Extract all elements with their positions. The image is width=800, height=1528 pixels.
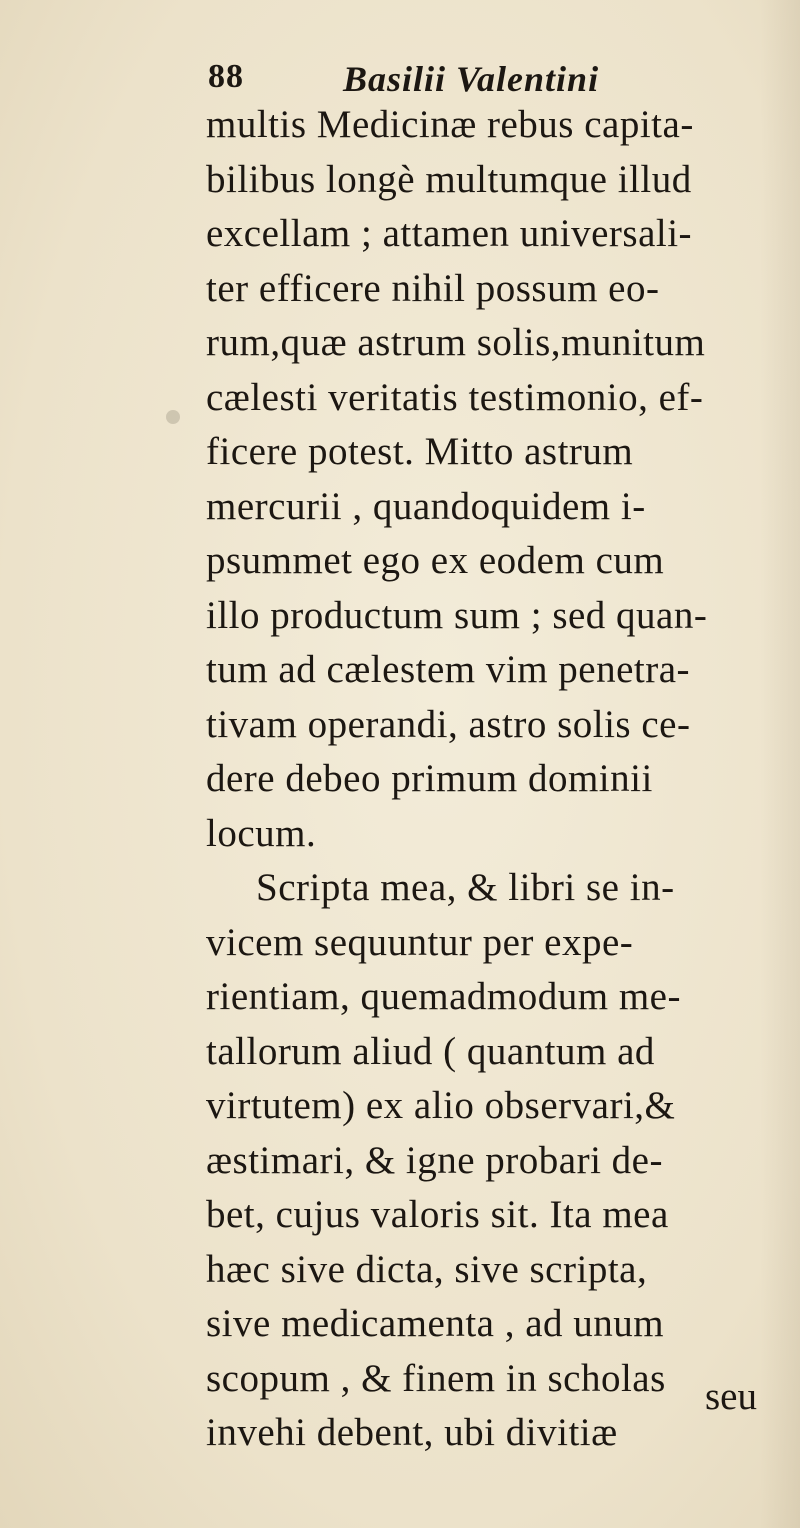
text-line: invehi debent, ubi divitiæ [206,1411,618,1454]
text-line: rum,quæ astrum solis,munitum [206,321,706,364]
text-line: psummet ego ex eodem cum [206,539,665,582]
text-line: cælesti veritatis testimonio, ef- [206,375,704,419]
text-line: tivam operandi, astro solis ce- [206,702,691,746]
text-line: æstimari, & igne probari de- [206,1138,663,1182]
paper-stain [166,410,180,424]
body-text [206,98,776,1461]
text-line: tallorum aliud ( quantum ad [206,1029,655,1073]
text-line: bet, cujus valoris sit. Ita mea [206,1193,669,1236]
text-line: bilibus longè multumque illud [206,157,692,201]
text-line: ter efficere nihil possum eo- [206,266,660,310]
paragraph-start-line: Scripta mea, & libri se in- [256,866,675,909]
text-line: excellam ; attamen universali- [206,212,693,255]
text-line: multis Medicinæ rebus capita- [206,103,694,146]
text-line: scopum , & finem in scholas [206,1356,666,1400]
text-line: rientiam, quemadmodum me- [206,975,681,1018]
text-line: ficere potest. Mitto astrum [206,430,634,473]
text-line: illo productum sum ; sed quan- [206,593,708,637]
text-line: dere debeo primum dominii [206,757,653,800]
page-number: 88 [208,58,244,95]
running-head: Basilii Valentini [343,59,600,99]
text-line: sive medicamenta , ad unum [206,1302,665,1345]
text-line: hæc sive dicta, sive scripta, [206,1247,648,1291]
text-line: locum. [206,811,317,855]
text-line: vicem sequuntur per expe- [206,920,634,964]
text-line: mercurii , quandoquidem i- [206,484,646,528]
catchword: seu [705,1375,757,1418]
text-line: virtutem) ex alio observari,& [206,1084,676,1127]
text-line: tum ad cælestem vim penetra- [206,648,691,691]
